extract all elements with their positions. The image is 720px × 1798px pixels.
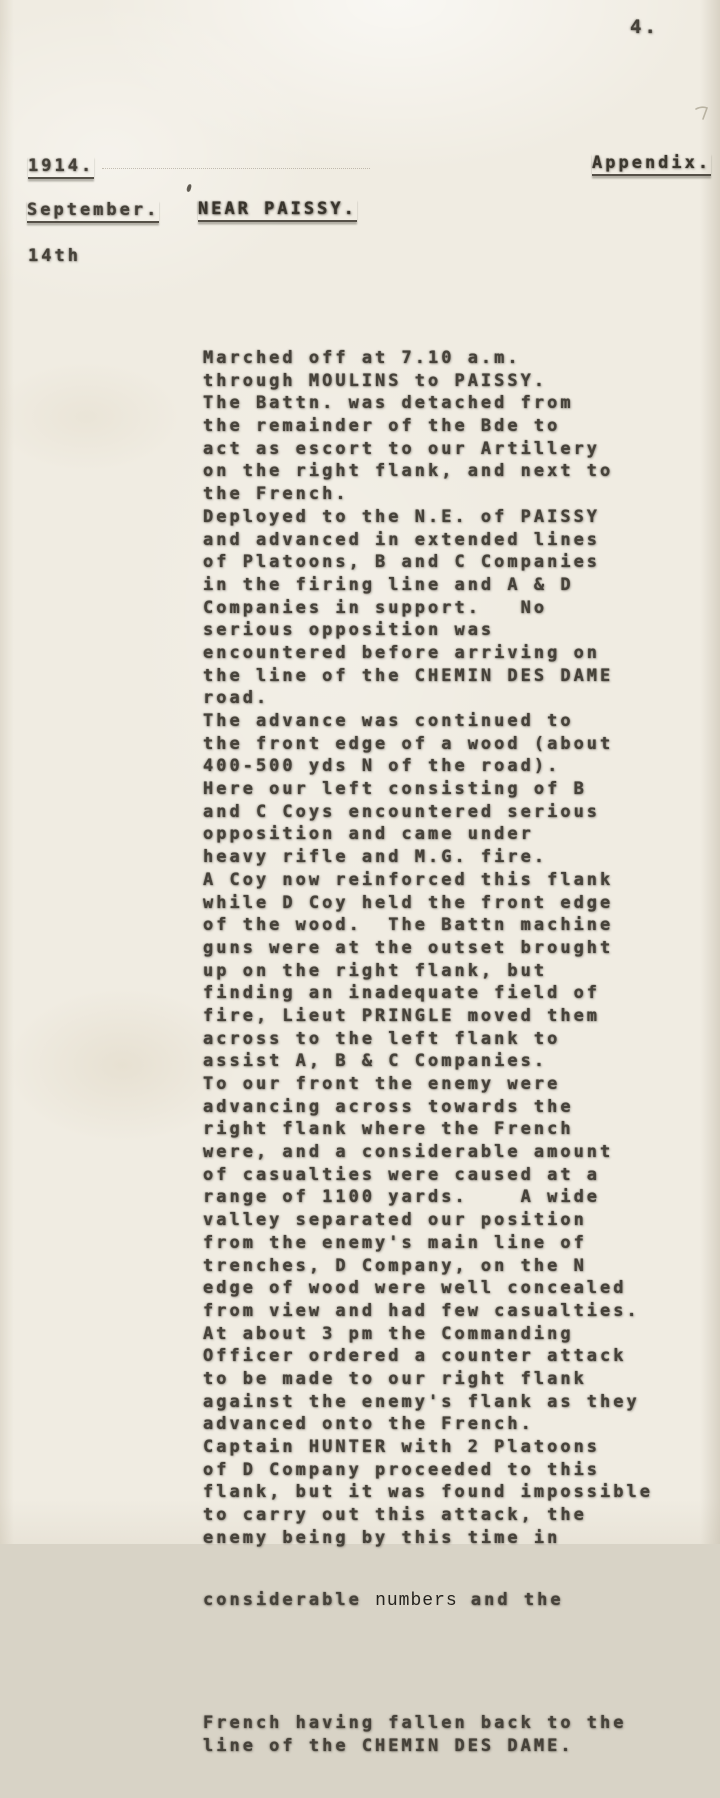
year-text: 1914. (28, 156, 94, 179)
diary-line: across to the left flank to (203, 1028, 561, 1049)
diary-line: guns were at the outset brought (203, 937, 614, 958)
diary-line: valley separated our position (203, 1210, 587, 1231)
diary-line: while D Coy held the front edge (203, 892, 614, 913)
location-heading (198, 199, 357, 222)
inserted-word: numbers (375, 1591, 458, 1612)
diary-line: trenches, D Company, on the N (203, 1255, 587, 1276)
diary-line: edge of wood were well concealed (203, 1278, 627, 1299)
diary-line: the remainder of the Bde to (203, 416, 561, 437)
diary-line: heavy rifle and M.G. fire. (203, 847, 548, 868)
diary-line: were, and a considerable amount (203, 1142, 614, 1163)
diary-line: Deployed to the N.E. of PAISSY (203, 506, 601, 527)
diary-line: opposition and came under (203, 824, 534, 845)
diary-line: serious opposition was (203, 620, 495, 641)
diary-line: Officer ordered a counter attack (203, 1346, 627, 1367)
corrected-line-suffix: and the (457, 1590, 564, 1611)
ink-speck (186, 184, 192, 193)
appendix-text: Appendix. (592, 153, 711, 176)
diary-line: A Coy now reinforced this flank (203, 869, 614, 890)
month-label (27, 200, 159, 223)
diary-line: 400-500 yds N of the road). (203, 756, 561, 777)
diary-line: To our front the enemy were (203, 1074, 561, 1094)
diary-closing-lines (203, 1652, 683, 1757)
diary-line: of casualties were caused at a (203, 1164, 601, 1185)
diary-line: and advanced in extended lines (203, 529, 601, 550)
year-label (28, 156, 94, 179)
diary-line: the line of the CHEMIN DES DAME (203, 665, 614, 686)
day-label: 14th (28, 246, 81, 266)
diary-line: assist A, B & C Companies. (203, 1051, 548, 1072)
diary-line: through MOULINS to PAISSY. (203, 370, 548, 391)
diary-line: to be made to our right flank (203, 1368, 587, 1389)
diary-line: act as escort to our Artillery (203, 438, 601, 459)
corrected-line-prefix: considerable (203, 1590, 376, 1611)
diary-line: road. (203, 688, 270, 709)
diary-line: from the enemy's main line of (203, 1232, 587, 1253)
diary-line: right flank where the French (203, 1119, 574, 1140)
month-text: September. (27, 200, 159, 223)
diary-line: Captain HUNTER with 2 Platoons (203, 1437, 601, 1457)
diary-line: French having fallen back to the (203, 1713, 627, 1734)
diary-line: to carry out this attack, the (203, 1505, 587, 1526)
diary-line: encountered before arriving on (203, 642, 601, 663)
page-number: 4. (630, 16, 659, 38)
diary-line: the French. (203, 484, 349, 505)
diary-line: enemy being by this time in (203, 1527, 561, 1548)
diary-line: on the right flank, and next to (203, 461, 614, 482)
pencil-mark-icon (694, 104, 710, 122)
diary-line: advanced onto the French. (203, 1414, 534, 1435)
scan-crease-line (102, 168, 370, 169)
appendix-label (592, 153, 711, 176)
diary-line: the front edge of a wood (about (203, 733, 614, 754)
diary-line: in the firing line and A & D (203, 574, 574, 595)
diary-line: of Platoons, B and C Companies (203, 552, 601, 573)
diary-line: The advance was continued to (203, 711, 574, 731)
diary-line: Companies in support. No (203, 597, 548, 618)
diary-line: Here our left consisting of B (203, 779, 587, 800)
diary-line: from view and had few casualties. (203, 1300, 640, 1321)
diary-line: Marched off at 7.10 a.m. (203, 348, 521, 368)
diary-line: finding an inadequate field of (203, 983, 601, 1004)
diary-line: up on the right flank, but (203, 960, 548, 981)
diary-line: against the enemy's flank as they (203, 1391, 640, 1412)
location-heading-text: NEAR PAISSY. (198, 199, 357, 222)
diary-entry-body (203, 247, 683, 1798)
diary-line: and C Coys encountered serious (203, 801, 601, 822)
diary-line: range of 1100 yards. A wide (203, 1187, 601, 1208)
diary-line: of the wood. The Battn machine (203, 915, 614, 936)
diary-line: line of the CHEMIN DES DAME. (203, 1735, 574, 1756)
diary-line: of D Company proceeded to this (203, 1459, 601, 1480)
diary-line-with-correction (203, 1589, 683, 1612)
diary-line: At about 3 pm the Commanding (203, 1323, 574, 1344)
diary-line: advancing across towards the (203, 1096, 574, 1117)
diary-line: The Battn. was detached from (203, 393, 574, 414)
diary-line: flank, but it was found impossible (203, 1482, 653, 1503)
diary-lines (203, 287, 683, 1549)
diary-line: fire, Lieut PRINGLE moved them (203, 1005, 601, 1026)
